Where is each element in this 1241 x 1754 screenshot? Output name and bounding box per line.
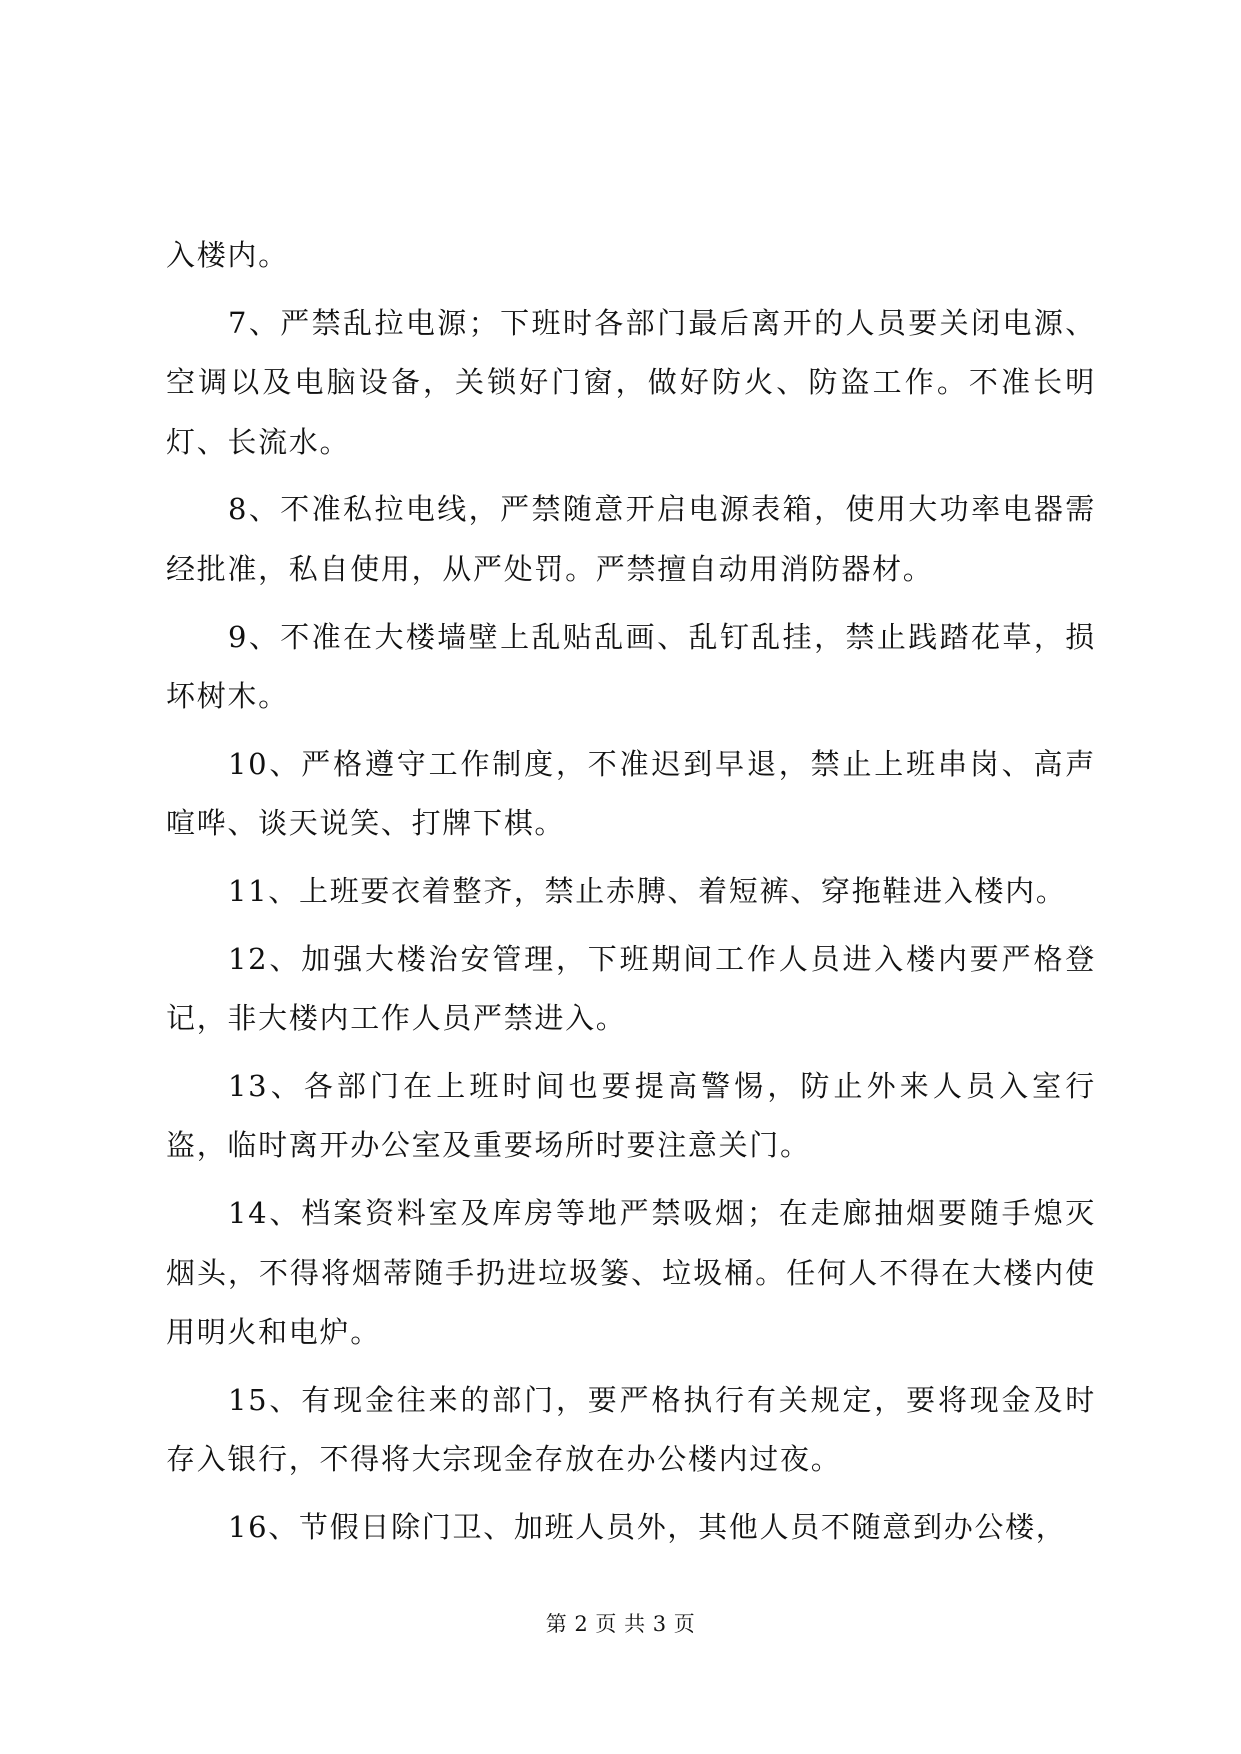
paragraph-continuation: 入楼内。 <box>166 238 289 272</box>
paragraph-item-12: 12、加强大楼治安管理，下班期间工作人员进入楼内要严格登记，非大楼内工作人员严禁进入。 <box>166 941 1096 1036</box>
paragraph-item-10: 10、严格遵守工作制度，不准迟到早退，禁止上班串岗、高声喧哗、谈天说笑、打牌下棋。 <box>166 746 1096 841</box>
paragraph-item-14: 14、档案资料室及库房等地严禁吸烟；在走廊抽烟要随手熄灭烟头，不得将烟蒂随手扔进垃圾篓、垃圾桶。任何人不得在大楼内使用明火和电炉。 <box>166 1195 1096 1350</box>
paragraph-item-13: 13、各部门在上班时间也要提高警惕，防止外来人员入室行盗，临时离开办公室及重要场所时要注意关门。 <box>166 1068 1096 1163</box>
paragraph-item-11: 11、上班要衣着整齐，禁止赤膊、着短裤、穿拖鞋进入楼内。 <box>228 873 1067 908</box>
paragraph-item-7: 7、严禁乱拉电源；下班时各部门最后离开的人员要关闭电源、空调以及电脑设备，关锁好门窗，做好防火、防盗工作。不准长明灯、长流水。 <box>166 305 1096 459</box>
paragraph-item-15: 15、有现金往来的部门，要严格执行有关规定，要将现金及时存入银行，不得将大宗现金存放在办公楼内过夜。 <box>166 1382 1096 1477</box>
document-body <box>166 226 1096 1565</box>
page-footer: 第 2 页 共 3 页 <box>545 1612 696 1636</box>
paragraph-item-16: 16、节假日除门卫、加班人员外，其他人员不随意到办公楼， <box>228 1509 1067 1544</box>
paragraph-item-9: 9、不准在大楼墙壁上乱贴乱画、乱钉乱挂，禁止践踏花草，损坏树木。 <box>166 619 1096 714</box>
paragraph-item-8: 8、不准私拉电线，严禁随意开启电源表箱，使用大功率电器需经批准，私自使用，从严处罚。严禁擅自动用消防器材。 <box>166 492 1096 586</box>
